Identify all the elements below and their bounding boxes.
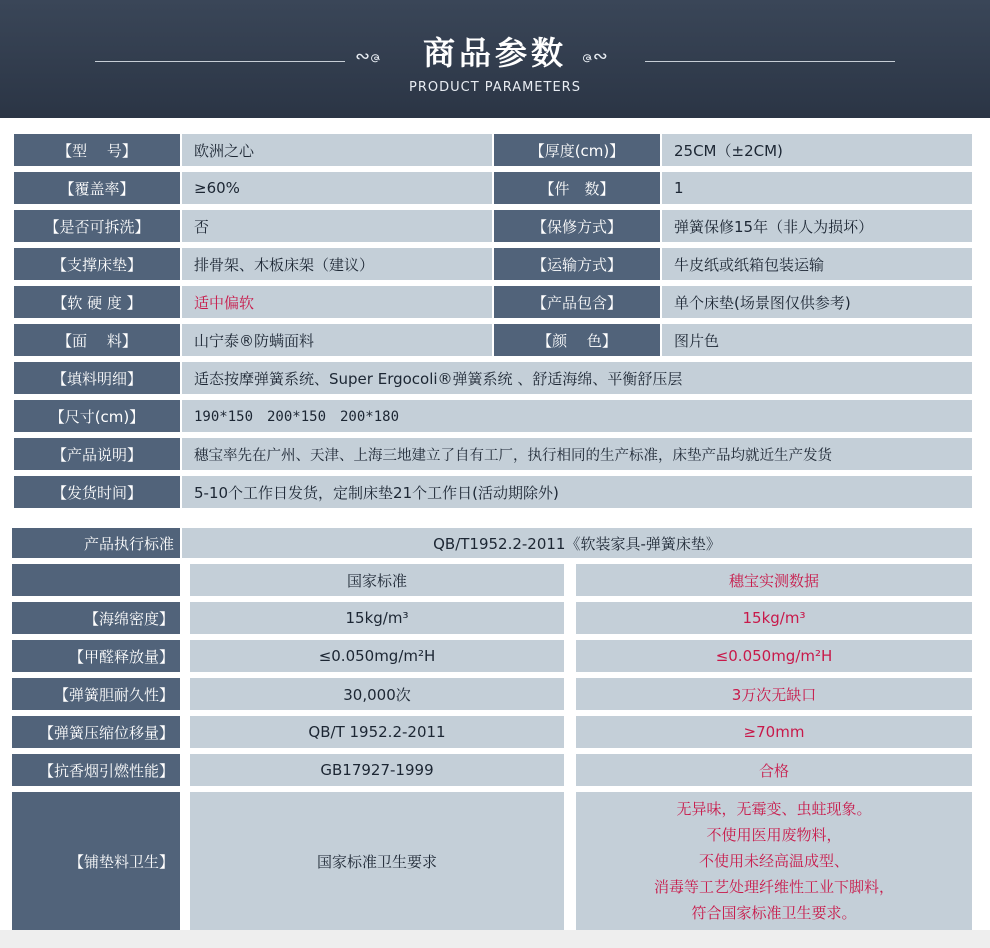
- param-value: ≥60%: [182, 172, 492, 204]
- hygiene-national: 国家标准卫生要求: [190, 792, 564, 930]
- compare-label: 【抗香烟引燃性能】: [12, 754, 180, 786]
- param-value-wide: 5-10个工作日发货，定制床垫21个工作日(活动期除外): [182, 476, 972, 508]
- column-measured: 穗宝实测数据: [576, 564, 972, 596]
- compare-national: 30,000次: [190, 678, 564, 710]
- ornament-left-icon: ∾ဇ: [355, 46, 381, 67]
- compare-measured: ≤0.050mg/m²H: [576, 640, 972, 672]
- param-label: 【保修方式】: [494, 210, 660, 242]
- param-label: 【产品说明】: [14, 438, 180, 470]
- compare-national: GB17927-1999: [190, 754, 564, 786]
- compare-measured: 合格: [576, 754, 972, 786]
- param-label: 【厚度(cm)】: [494, 134, 660, 166]
- column-national: 国家标准: [190, 564, 564, 596]
- param-label: 【尺寸(cm)】: [14, 400, 180, 432]
- header-banner: [0, 0, 990, 118]
- hygiene-label: 【铺垫料卫生】: [12, 792, 180, 930]
- param-value: 单个床垫(场景图仅供参考): [662, 286, 972, 318]
- compare-national: 15kg/m³: [190, 602, 564, 634]
- ornament-right-icon: ဇ∾: [582, 46, 608, 67]
- hygiene-line: 符合国家标准卫生要求。: [691, 904, 857, 922]
- param-label: 【覆盖率】: [14, 172, 180, 204]
- compare-label: 【甲醛释放量】: [12, 640, 180, 672]
- param-label: 【颜 色】: [494, 324, 660, 356]
- param-value: 图片色: [662, 324, 972, 356]
- param-value-wide: 190*150 200*150 200*180: [182, 400, 972, 432]
- compare-measured: ≥70mm: [576, 716, 972, 748]
- param-label: 【运输方式】: [494, 248, 660, 280]
- param-value: 弹簧保修15年（非人为损坏）: [662, 210, 972, 242]
- hygiene-line: 不使用医用废物料，: [706, 826, 842, 844]
- compare-label: 【海绵密度】: [12, 602, 180, 634]
- param-value: 山宁泰®防螨面料: [182, 324, 492, 356]
- param-label: 【产品包含】: [494, 286, 660, 318]
- param-label: 【是否可拆洗】: [14, 210, 180, 242]
- page-subtitle: PRODUCT PARAMETERS: [409, 80, 581, 95]
- compare-measured: 15kg/m³: [576, 602, 972, 634]
- param-label: 【软 硬 度 】: [14, 286, 180, 318]
- param-label: 【发货时间】: [14, 476, 180, 508]
- hygiene-line: 不使用未经高温成型、: [698, 852, 849, 870]
- param-label: 【面 料】: [14, 324, 180, 356]
- bottom-shade: [0, 930, 990, 948]
- param-label: 【件 数】: [494, 172, 660, 204]
- page-title: 商品参数: [422, 34, 567, 72]
- param-value-highlight: 适中偏软: [182, 286, 492, 318]
- compare-national: QB/T 1952.2-2011: [190, 716, 564, 748]
- param-value-wide: 适态按摩弹簧系统、Super Ergocoli®弹簧系统 、舒适海绵、平衡舒压层: [182, 362, 972, 394]
- param-value: 牛皮纸或纸箱包装运输: [662, 248, 972, 280]
- compare-national: ≤0.050mg/m²H: [190, 640, 564, 672]
- hygiene-line: 消毒等工艺处理纤维性工业下脚料，: [653, 878, 894, 896]
- param-label: 【型 号】: [14, 134, 180, 166]
- param-value: 排骨架、木板床架（建议）: [182, 248, 492, 280]
- header-divider-right: [645, 61, 895, 62]
- param-label: 【支撑床垫】: [14, 248, 180, 280]
- compare-label: 【弹簧压缩位移量】: [12, 716, 180, 748]
- compare-measured: 3万次无缺口: [576, 678, 972, 710]
- param-value: 1: [662, 172, 972, 204]
- hygiene-line: 无异味，无霉变、虫蛀现象。: [676, 800, 872, 818]
- param-value-wide: 穗宝率先在广州、天津、上海三地建立了自有工厂，执行相同的生产标准，床垫产品均就近生产发货: [182, 438, 972, 470]
- param-value: 欧洲之心: [182, 134, 492, 166]
- hygiene-measured: [576, 792, 972, 930]
- header-blank: [12, 564, 180, 596]
- standard-label: 产品执行标准: [12, 528, 180, 558]
- param-label: 【填料明细】: [14, 362, 180, 394]
- compare-label: 【弹簧胆耐久性】: [12, 678, 180, 710]
- param-value: 否: [182, 210, 492, 242]
- standard-value: QB/T1952.2-2011《软装家具-弹簧床垫》: [182, 528, 972, 558]
- param-value: 25CM（±2CM): [662, 134, 972, 166]
